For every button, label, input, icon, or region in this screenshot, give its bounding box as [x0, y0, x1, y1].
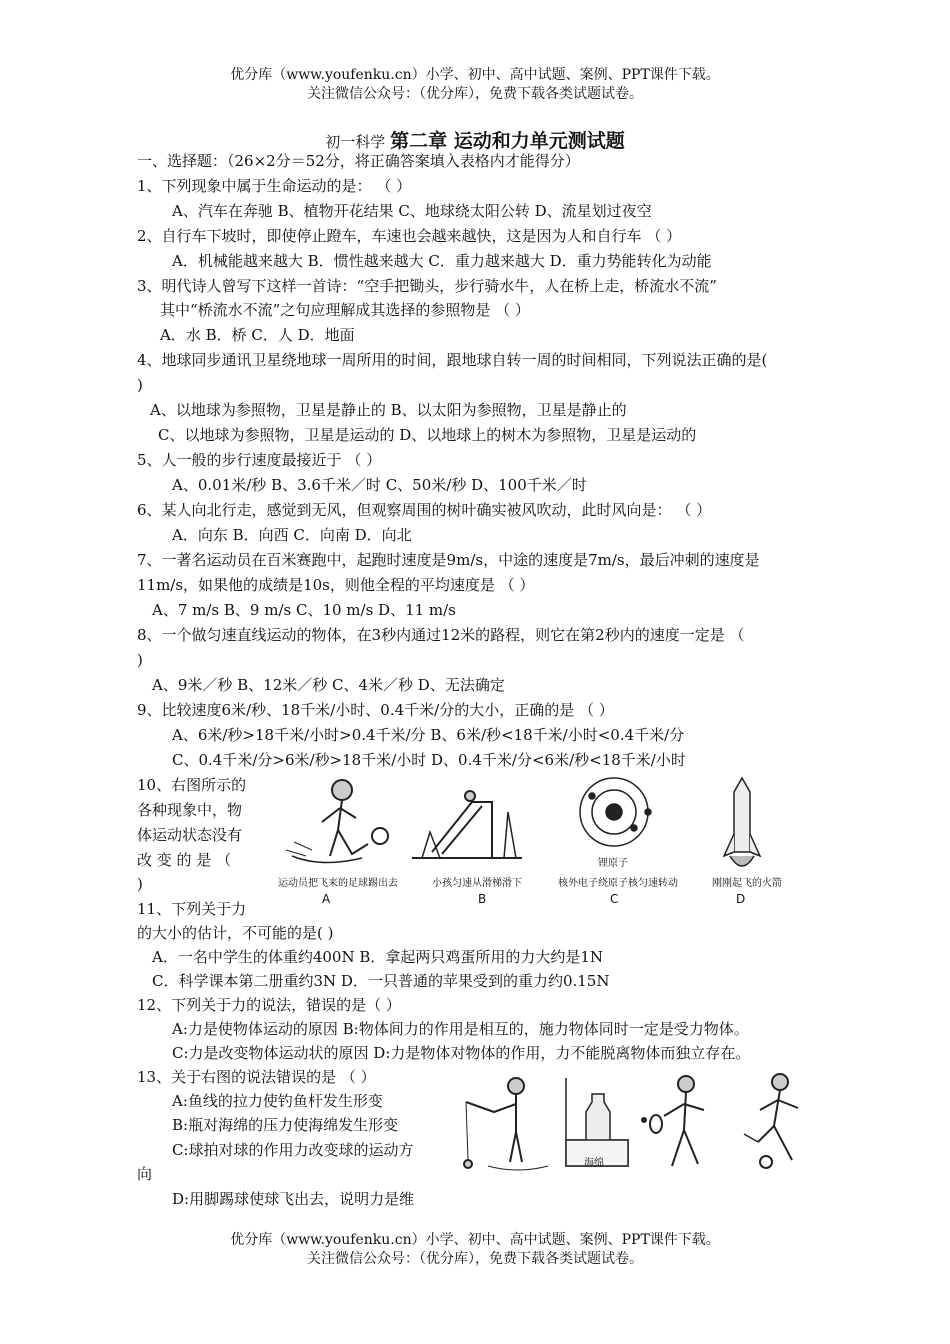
- q1-stem: 1、下列现象中属于生命运动的是： （ ）: [137, 177, 412, 195]
- q9-stem: 9、比较速度6米/秒、18千米/小时、0.4千米/分的大小，正确的是 （ ）: [137, 701, 614, 719]
- q5-options: A、0.01米/秒 B、3.6千米／时 C、50米/秒 D、100千米／时: [172, 476, 587, 494]
- q3-options: A．水 B．桥 C．人 D．地面: [160, 326, 355, 344]
- q12-stem: 12、下列关于力的说法，错误的是（ ）: [137, 996, 401, 1014]
- tennis-player-illustration: [642, 1076, 704, 1166]
- q4-stem-1: 4、地球同步通讯卫星绕地球一周所用的时间，跟地球自转一周的时间相同，下列说法正确的是(: [137, 351, 768, 369]
- caption-b: 小孩匀速从滑梯滑下: [432, 878, 522, 889]
- q12-options-2: C:力是改变物体运动状的原因 D:力是物体对物体的作用，力不能脱离物体而独立存在。: [172, 1044, 751, 1062]
- q8-stem-2: ): [137, 651, 143, 669]
- caption-c: 核外电子绕原子核匀速转动: [558, 878, 678, 889]
- letter-b: B: [478, 892, 487, 906]
- q10-stem-4: 改 变 的 是 （: [137, 851, 232, 869]
- q9-options-1: A、6米/秒>18千米/小时>0.4千米/分 B、6米/秒<18千米/小时<0.4千米/分: [172, 726, 685, 744]
- bottle-sponge-illustration: [566, 1078, 628, 1166]
- footballer-illustration: [286, 780, 388, 863]
- q13-figure-art: [458, 1070, 818, 1180]
- kicker-illustration: [744, 1074, 798, 1168]
- caption-a: 运动员把飞来的足球踢出去: [278, 878, 398, 889]
- q12-options-1: A:力是使物体运动的原因 B:物体间力的作用是相互的，施力物体同时一定是受力物体。: [172, 1020, 749, 1038]
- q10-stem-5: ): [137, 875, 143, 893]
- q11-options-2: C．科学课本第二册重约3N D．一只普通的苹果受到的重力约0.15N: [152, 972, 610, 990]
- q11-options-1: A．一名中学生的体重约400N B．拿起两只鸡蛋所用的力大约是1N: [152, 948, 604, 966]
- title-main: 第二章 运动和力单元测试题: [390, 130, 625, 152]
- q13-figure: [458, 1070, 818, 1180]
- footer-line-2: 关注微信公众号：（优分库），免费下载各类试题试卷。: [307, 1251, 643, 1267]
- q3-stem-2: 其中“桥流水不流”之句应理解成其选择的参照物是 （ ）: [160, 301, 530, 319]
- q13-option-c-cont: 向: [137, 1165, 153, 1183]
- q10-stem-2: 各种现象中，物: [137, 801, 243, 819]
- q9-options-2: C、0.4千米/分>6米/秒>18千米/小时 D、0.4千米/分<6米/秒<18千米/小时: [172, 751, 686, 769]
- rocket-illustration: [724, 778, 760, 866]
- q13-option-c: C:球拍对球的作用力改变球的运动方: [172, 1141, 414, 1159]
- q5-stem: 5、人一般的步行速度最接近于 （ ）: [137, 451, 382, 469]
- q11-stem-1: 11、下列关于力: [137, 900, 247, 918]
- fisherman-illustration: [464, 1078, 548, 1170]
- q4-stem-2: ): [137, 376, 143, 394]
- atom-illustration: [580, 778, 651, 846]
- letter-c: C: [610, 892, 619, 906]
- q2-stem: 2、自行车下坡时，即使停止蹬车，车速也会越来越快，这是因为人和自行车 （ ）: [137, 227, 682, 245]
- title-prefix: 初一科学: [325, 133, 391, 151]
- q8-options: A、9米／秒 B、12米／秒 C、4米／秒 D、无法确定: [152, 676, 505, 694]
- section-heading: 一、选择题：（26×2分＝52分，将正确答案填入表格内才能得分）: [137, 152, 580, 170]
- q6-options: A．向东 B．向西 C．向南 D．向北: [172, 526, 412, 544]
- header-line-2: 关注微信公众号：（优分库），免费下载各类试题试卷。: [307, 86, 643, 102]
- q8-stem-1: 8、一个做匀速直线运动的物体，在3秒内通过12米的路程，则它在第2秒内的速度一定是 （: [137, 626, 745, 644]
- q10-stem-1: 10、右图所示的: [137, 776, 247, 794]
- q7-stem-2: 11m/s，如果他的成绩是10s，则他全程的平均速度是 （ ）: [137, 576, 535, 594]
- caption-d: 刚刚起飞的火箭: [712, 878, 782, 889]
- q1-options: A、汽车在奔驰 B、植物开花结果 C、地球绕太阳公转 D、流星划过夜空: [172, 202, 652, 220]
- q10-figure-art: [272, 772, 812, 882]
- header-line-1: 优分库（www.youfenku.cn）小学、初中、高中试题、案例、PPT课件下载。: [230, 67, 720, 83]
- q10-stem-3: 体运动状态没有: [137, 826, 243, 844]
- q7-options: A、7 m/s B、9 m/s C、10 m/s D、11 m/s: [152, 601, 456, 619]
- sponge-label: 海绵: [584, 1158, 604, 1169]
- footer-line-1: 优分库（www.youfenku.cn）小学、初中、高中试题、案例、PPT课件下载。: [230, 1232, 720, 1248]
- letter-a: A: [322, 892, 331, 906]
- q7-stem-1: 7、一著名运动员在百米赛跑中，起跑时速度是9m/s，中途的速度是7m/s，最后冲刺的速度是: [137, 551, 760, 569]
- q4-options-2: C、以地球为参照物，卫星是运动的 D、以地球上的树木为参照物，卫星是运动的: [158, 426, 697, 444]
- q13-option-d: D:用脚踢球使球飞出去，说明力是维: [172, 1190, 415, 1208]
- q6-stem: 6、某人向北行走，感觉到无风，但观察周围的树叶确实被风吹动，此时风向是： （ ）: [137, 501, 712, 519]
- atom-label: 锂原子: [598, 858, 628, 869]
- q2-options: A．机械能越来越大 B．惯性越来越大 C．重力越来越大 D．重力势能转化为动能: [172, 252, 712, 270]
- q13-option-b: B:瓶对海绵的压力使海绵发生形变: [172, 1116, 399, 1134]
- letter-d: D: [736, 892, 746, 906]
- q13-option-a: A:鱼线的拉力使钓鱼杆发生形变: [172, 1092, 383, 1110]
- slide-illustration: [412, 791, 522, 858]
- q10-figure: [272, 772, 812, 912]
- page-title: [0, 126, 950, 153]
- q13-stem: 13、关于右图的说法错误的是 （ ）: [137, 1068, 376, 1086]
- q3-stem-1: 3、明代诗人曾写下这样一首诗：“空手把锄头，步行骑水牛，人在桥上走，桥流水不流”: [137, 277, 717, 295]
- q11-stem-2: 的大小的估计，不可能的是( ): [137, 924, 334, 942]
- q4-options-1: A、以地球为参照物，卫星是静止的 B、以太阳为参照物，卫星是静止的: [150, 401, 627, 419]
